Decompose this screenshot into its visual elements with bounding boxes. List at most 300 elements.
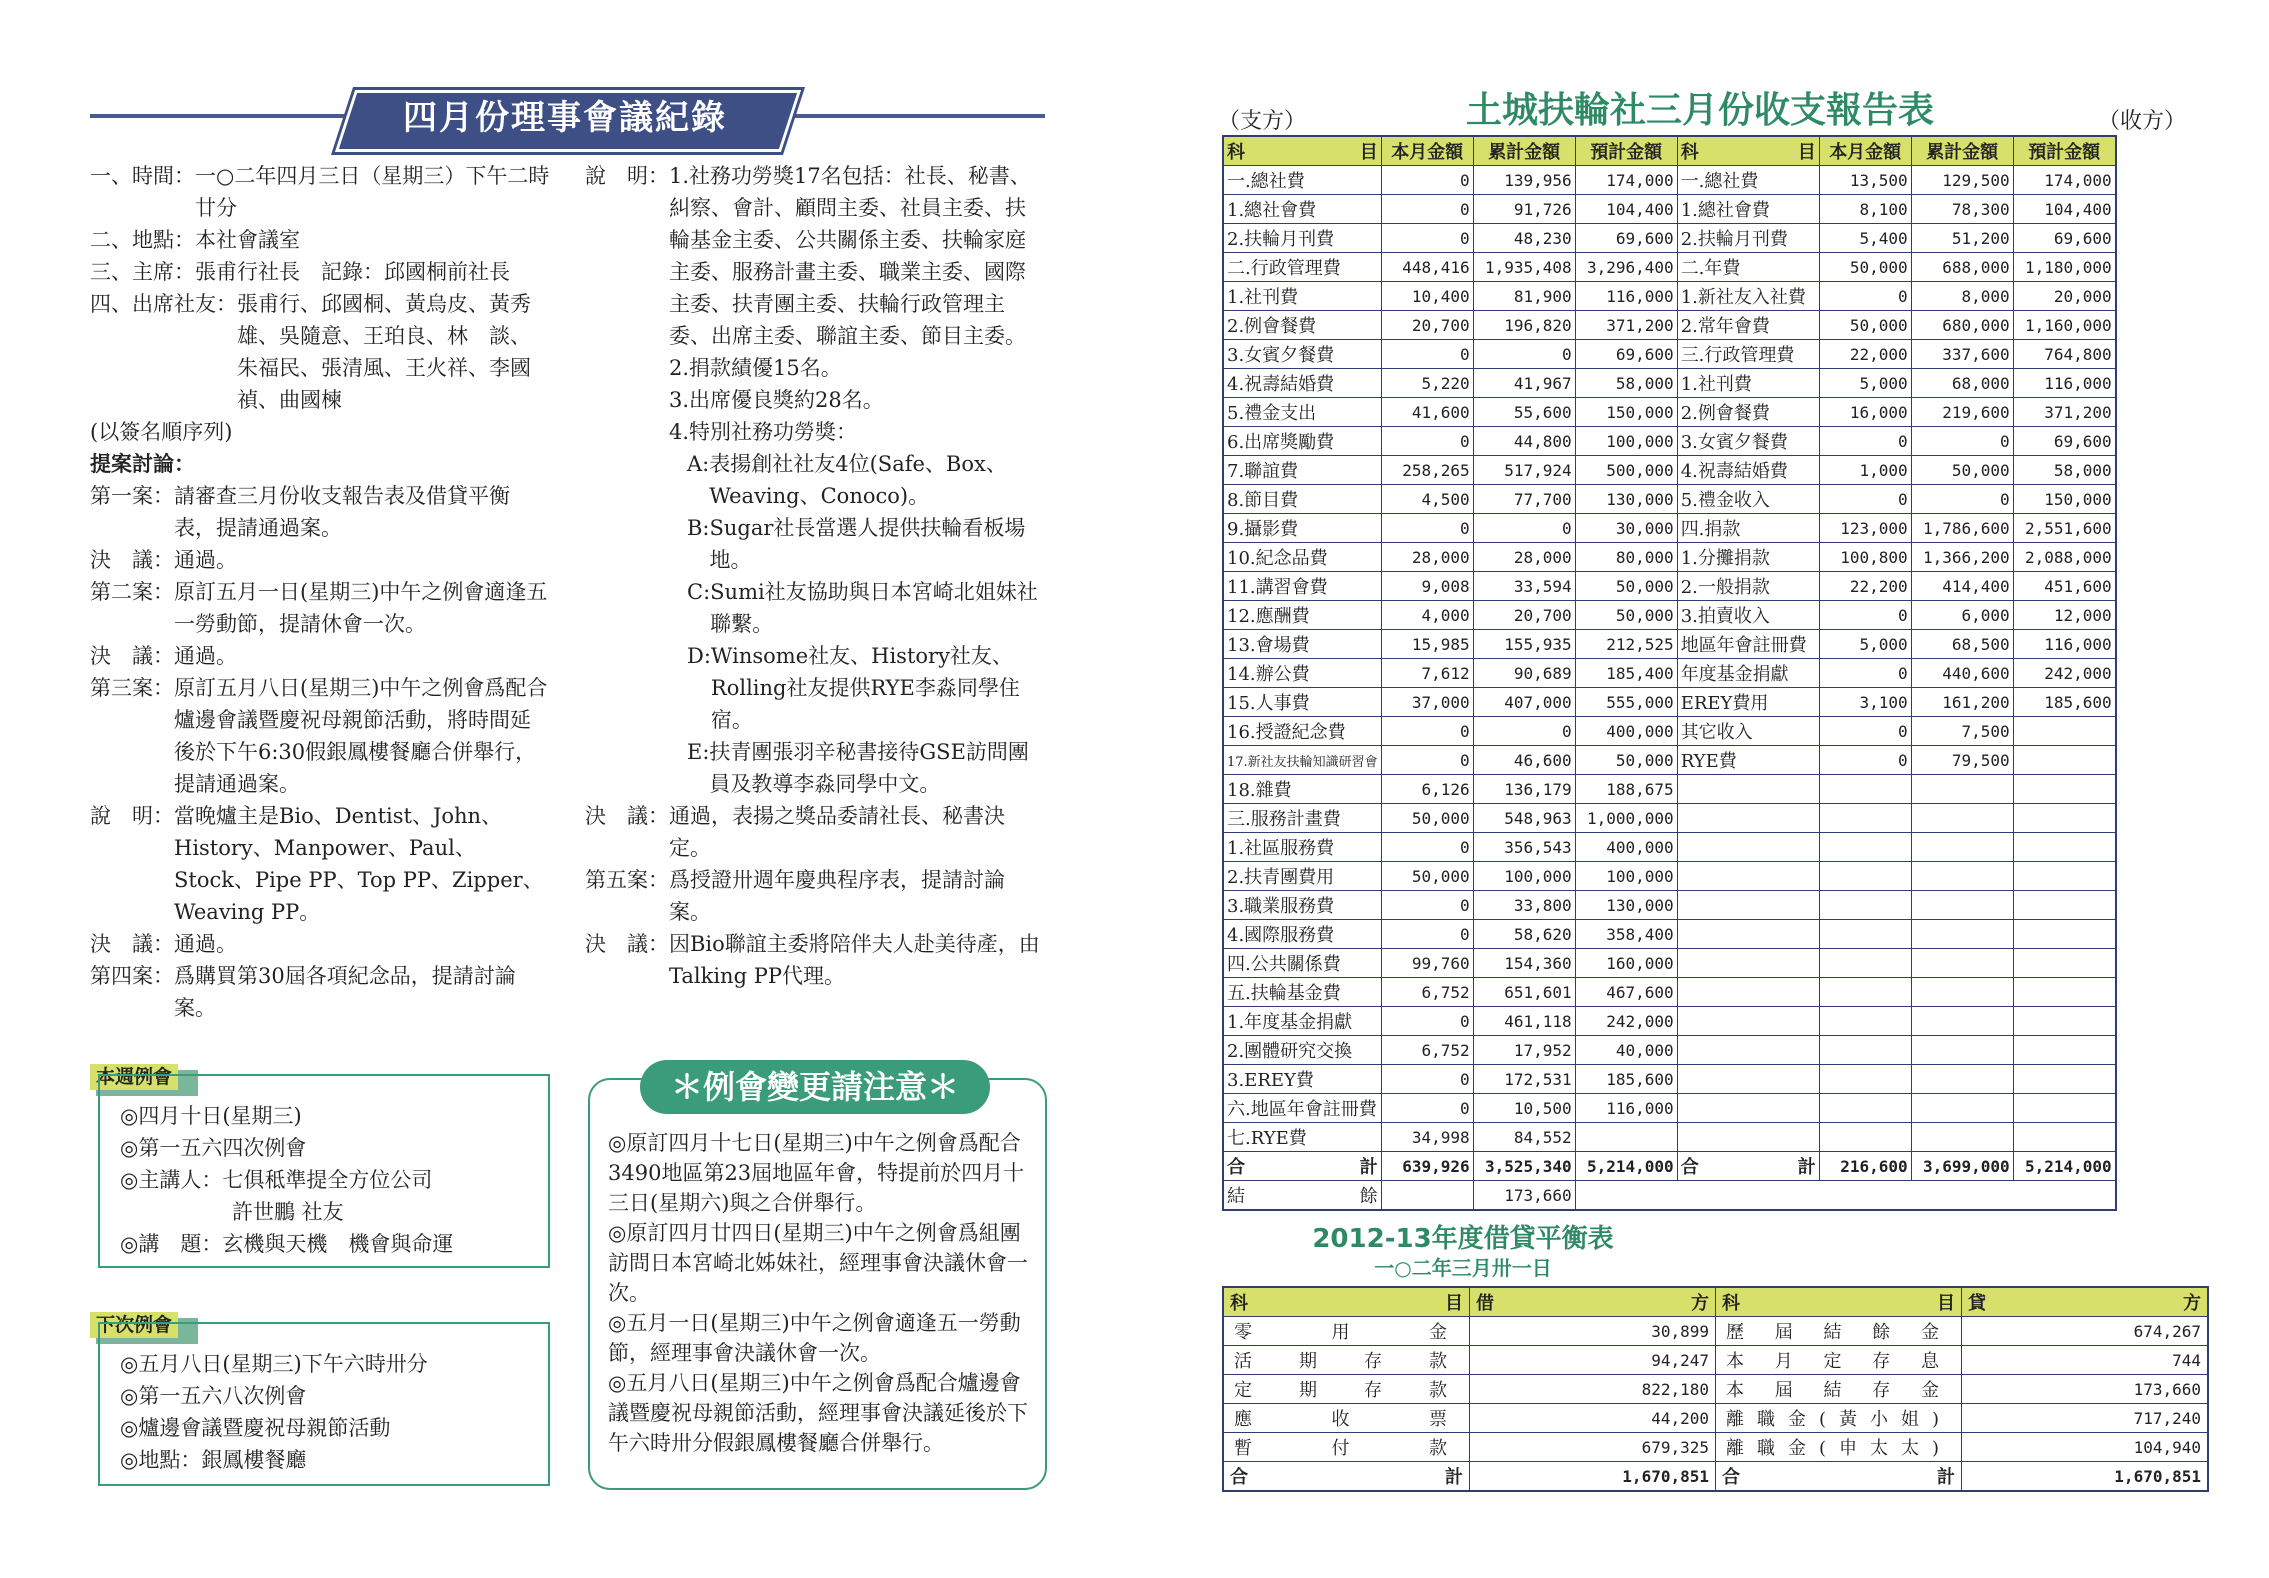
minutes-line-text: 本社會議室 — [195, 228, 300, 252]
credit-item: 本月定存息 — [1716, 1346, 1962, 1375]
expense-item: 3.女賓夕餐費 — [1223, 340, 1381, 369]
balance-sheet-title: 2012-13年度借貸平衡表 — [1312, 1224, 1614, 1254]
minutes-line — [90, 640, 550, 672]
this-week-box — [98, 1074, 550, 1268]
expense-amount: 34,998 — [1381, 1123, 1473, 1152]
debit-amount: 822,180 — [1470, 1375, 1716, 1404]
empty-cell — [1819, 804, 1911, 833]
expense-amount: 81,900 — [1473, 282, 1575, 311]
minutes-line-label: 一、時間： — [90, 164, 195, 188]
income-amount: 0 — [1819, 282, 1911, 311]
empty-cell — [1677, 1123, 1819, 1152]
expense-amount: 6,752 — [1381, 978, 1473, 1007]
award-subitem — [669, 576, 1045, 640]
expense-amount: 130,000 — [1575, 485, 1677, 514]
report-row — [1223, 949, 2116, 978]
next-week-tab: 下次例會 — [90, 1312, 178, 1338]
expense-amount: 30,000 — [1575, 514, 1677, 543]
expense-amount: 84,552 — [1473, 1123, 1575, 1152]
minutes-line-label: 第二案： — [90, 580, 174, 604]
total-label — [1223, 1181, 1381, 1211]
income-amount: 0 — [1819, 717, 1911, 746]
income-amount: 0 — [1911, 485, 2013, 514]
expense-item: 7.聯誼費 — [1223, 456, 1381, 485]
minutes-line-label: 第五案： — [585, 868, 669, 892]
expense-item: 11.講習會費 — [1223, 572, 1381, 601]
report-row — [1223, 282, 2116, 311]
expense-amount: 154,360 — [1473, 949, 1575, 978]
debit-item: 定期存款 — [1223, 1375, 1470, 1404]
expense-amount: 104,400 — [1575, 195, 1677, 224]
income-item: 地區年會註冊費 — [1677, 630, 1819, 659]
empty-cell — [1911, 833, 2013, 862]
income-amount: 116,000 — [2013, 369, 2116, 398]
income-item: 2.例會餐費 — [1677, 398, 1819, 427]
income-total: 216,600 — [1819, 1152, 1911, 1181]
total-label-b: 計 — [1937, 1467, 1955, 1488]
minutes-line — [90, 416, 550, 448]
header-right: 目 — [1937, 1293, 1955, 1314]
minutes-line — [90, 224, 550, 256]
total-label-a: 合 — [1230, 1467, 1248, 1488]
balance-amount: 173,660 — [1473, 1181, 1575, 1211]
empty-cell — [1911, 891, 2013, 920]
report-row — [1223, 311, 2116, 340]
expense-amount: 212,525 — [1575, 630, 1677, 659]
report-row — [1223, 862, 2116, 891]
balance-header-cell — [1223, 1287, 1470, 1317]
expense-item: 10.紀念品費 — [1223, 543, 1381, 572]
minutes-line — [90, 544, 550, 576]
credit-total: 1,670,851 — [1962, 1462, 2209, 1492]
header-left: 借 — [1476, 1293, 1494, 1314]
expense-amount: 0 — [1381, 746, 1473, 775]
minutes-line — [90, 800, 550, 928]
expense-amount: 50,000 — [1575, 572, 1677, 601]
expense-amount: 0 — [1381, 833, 1473, 862]
notice-line: ◎五月八日(星期三)中午之例會爲配合爐邊會議暨慶祝母親節活動，經理事會決議延後於下午六時卅分假銀鳳樓餐廳合併舉行。 — [608, 1371, 1028, 1455]
report-header-cell — [1223, 136, 1381, 166]
total-label-b: 計 — [1797, 1157, 1816, 1178]
income-amount: 22,000 — [1819, 340, 1911, 369]
minutes-line-text: 張甫行、邱國桐、黃烏皮、黃秀雄、吳隨意、王珀良、林 談、朱福民、張清風、王火祥、李國禎、曲國楝 — [237, 292, 531, 412]
expense-amount: 17,952 — [1473, 1036, 1575, 1065]
expense-amount: 0 — [1381, 717, 1473, 746]
income-item: 1.總社會費 — [1677, 195, 1819, 224]
balance-sheet-table — [1222, 1286, 2209, 1492]
balance-header-cell — [1716, 1287, 1962, 1317]
income-item: 2.扶輪月刊費 — [1677, 224, 1819, 253]
award-subitem-label: C: — [687, 580, 711, 604]
credit-amount: 744 — [1962, 1346, 2209, 1375]
income-item: 3.女賓夕餐費 — [1677, 427, 1819, 456]
expense-amount: 55,600 — [1473, 398, 1575, 427]
income-amount: 50,000 — [1819, 253, 1911, 282]
credit-amount: 104,940 — [1962, 1433, 2209, 1462]
expense-item: 17.新社友扶輪知識研習會 — [1223, 746, 1381, 775]
income-amount: 0 — [1819, 427, 1911, 456]
report-row — [1223, 978, 2116, 1007]
expense-item: 1.總社會費 — [1223, 195, 1381, 224]
notice-line: ◎原訂四月廿四日(星期三)中午之例會爲組團訪問日本宮崎北姊妹社，經理事會決議休會一次。 — [608, 1221, 1028, 1305]
debit-item: 活期存款 — [1223, 1346, 1470, 1375]
header-subject: 科 — [1680, 142, 1699, 163]
income-amount: 5,000 — [1819, 369, 1911, 398]
report-row — [1223, 195, 2116, 224]
credit-amount: 674,267 — [1962, 1317, 2209, 1346]
report-row — [1223, 920, 2116, 949]
expense-amount: 185,400 — [1575, 659, 1677, 688]
expense-item: 5.禮金支出 — [1223, 398, 1381, 427]
expense-amount: 467,600 — [1575, 978, 1677, 1007]
income-amount: 2,088,000 — [2013, 543, 2116, 572]
expense-amount: 41,967 — [1473, 369, 1575, 398]
empty-cell — [1911, 949, 2013, 978]
minutes-line-text: 爲授證卅週年慶典程序表，提請討論案。 — [669, 868, 1005, 924]
income-item: 3.拍賣收入 — [1677, 601, 1819, 630]
minutes-line-label: 三、主席： — [90, 260, 195, 284]
income-item: 1.分攤捐款 — [1677, 543, 1819, 572]
expense-amount: 1,935,408 — [1473, 253, 1575, 282]
debit-item: 應收票 — [1223, 1404, 1470, 1433]
income-amount: 6,000 — [1911, 601, 2013, 630]
expense-amount: 9,008 — [1381, 572, 1473, 601]
minutes-line — [90, 448, 550, 480]
empty-cell — [1911, 1094, 2013, 1123]
header-item: 目 — [1797, 142, 1816, 163]
report-row — [1223, 891, 2116, 920]
expense-amount: 555,000 — [1575, 688, 1677, 717]
income-amount: 123,000 — [1819, 514, 1911, 543]
expense-item: 4.祝壽結婚費 — [1223, 369, 1381, 398]
minutes-line-label: 決 議： — [90, 932, 174, 956]
minutes-line — [90, 256, 550, 288]
expense-amount: 150,000 — [1575, 398, 1677, 427]
income-amount: 185,600 — [2013, 688, 2116, 717]
income-side-label: （收方） — [2098, 109, 2187, 134]
balance-row — [1223, 1375, 2208, 1404]
expense-amount: 258,265 — [1381, 456, 1473, 485]
income-item: RYE費 — [1677, 746, 1819, 775]
expense-amount: 172,531 — [1473, 1065, 1575, 1094]
award-subitem — [669, 736, 1045, 800]
income-amount: 680,000 — [1911, 311, 2013, 340]
expense-amount: 50,000 — [1381, 862, 1473, 891]
total-label-a: 合 — [1680, 1157, 1699, 1178]
expense-amount: 48,230 — [1473, 224, 1575, 253]
total-label-b: 計 — [1359, 1157, 1378, 1178]
expense-amount: 40,000 — [1575, 1036, 1677, 1065]
empty-cell — [2013, 1036, 2116, 1065]
income-amount: 0 — [1819, 746, 1911, 775]
income-amount: 0 — [1819, 601, 1911, 630]
report-header-cell: 本月金額 — [1381, 136, 1473, 166]
income-amount: 58,000 — [2013, 456, 2116, 485]
award-subitem-text: Sumi社友協助與日本宮崎北姐妹社聯繫。 — [710, 580, 1038, 636]
empty-cell — [1911, 920, 2013, 949]
expense-amount: 50,000 — [1575, 601, 1677, 630]
expense-item: 15.人事費 — [1223, 688, 1381, 717]
report-total-row — [1223, 1152, 2116, 1181]
income-amount: 0 — [1819, 659, 1911, 688]
award-subitem-text: Sugar社長當選人提供扶輪看板場地。 — [709, 516, 1026, 572]
income-item: 1.新社友入社費 — [1677, 282, 1819, 311]
expense-amount — [1575, 1123, 1677, 1152]
expense-amount: 15,985 — [1381, 630, 1473, 659]
header-left: 貸 — [1968, 1293, 1986, 1314]
minutes-line-text: 當晚爐主是Bio、Dentist、John、History、Manpower、Paul、Stock、Pipe PP、Top PP、Zipper、Weaving PP。 — [174, 804, 544, 924]
empty-cell — [2013, 920, 2116, 949]
expense-item: 16.授證紀念費 — [1223, 717, 1381, 746]
income-amount: 116,000 — [2013, 630, 2116, 659]
award-subitem-text: Winsome社友、History社友、Rolling社友提供RYE李淼同學住宿。 — [710, 644, 1020, 732]
expense-item: 2.扶輪月刊費 — [1223, 224, 1381, 253]
empty-cell — [1677, 833, 1819, 862]
expense-amount: 33,594 — [1473, 572, 1575, 601]
empty-cell — [1677, 775, 1819, 804]
expense-item: 1.年度基金捐獻 — [1223, 1007, 1381, 1036]
expense-item: 6.出席獎勵費 — [1223, 427, 1381, 456]
report-row — [1223, 746, 2116, 775]
minutes-line-label: 決 議： — [585, 804, 669, 828]
expense-item: 1.社刊費 — [1223, 282, 1381, 311]
expense-item: 3.職業服務費 — [1223, 891, 1381, 920]
empty-cell — [1677, 891, 1819, 920]
report-row — [1223, 1036, 2116, 1065]
credit-item: 本屆結存金 — [1716, 1375, 1962, 1404]
expense-item: 1.社區服務費 — [1223, 833, 1381, 862]
empty-cell — [1819, 920, 1911, 949]
empty-cell — [1819, 978, 1911, 1007]
explanation-item: 4.特別社務功勞獎： — [669, 420, 858, 444]
total-label-a: 結 — [1227, 1186, 1245, 1207]
award-subitem — [669, 512, 1045, 576]
expense-amount: 20,700 — [1473, 601, 1575, 630]
expense-amount: 41,600 — [1381, 398, 1473, 427]
report-row — [1223, 1065, 2116, 1094]
expense-amount: 185,600 — [1575, 1065, 1677, 1094]
empty-cell — [1819, 891, 1911, 920]
expense-total: 639,926 — [1381, 1152, 1473, 1181]
expense-amount: 0 — [1381, 166, 1473, 195]
minutes-line-label: 四、出席社友： — [90, 292, 237, 316]
expense-amount: 0 — [1381, 1007, 1473, 1036]
income-amount: 414,400 — [1911, 572, 2013, 601]
report-row — [1223, 659, 2116, 688]
report-row — [1223, 166, 2116, 195]
credit-amount: 173,660 — [1962, 1375, 2209, 1404]
next-week-line: ◎地點：銀鳳樓餐廳 — [120, 1448, 307, 1472]
total-label — [1223, 1462, 1470, 1492]
explanation-items — [669, 160, 1045, 800]
income-amount: 16,000 — [1819, 398, 1911, 427]
empty-cell — [1677, 862, 1819, 891]
expense-item: 七.RYE費 — [1223, 1123, 1381, 1152]
expense-amount: 0 — [1381, 224, 1473, 253]
debit-amount: 44,200 — [1470, 1404, 1716, 1433]
minutes-line-label: 第三案： — [90, 676, 174, 700]
income-amount: 5,400 — [1819, 224, 1911, 253]
income-amount: 0 — [1819, 485, 1911, 514]
minutes-line — [90, 160, 550, 224]
minutes-line-text: 請審查三月份收支報告表及借貸平衡表，提請通過案。 — [174, 484, 510, 540]
income-amount: 1,786,600 — [1911, 514, 2013, 543]
empty-cell — [2013, 978, 2116, 1007]
expense-amount: 400,000 — [1575, 717, 1677, 746]
income-amount: 451,600 — [2013, 572, 2116, 601]
explanation-block — [585, 160, 1045, 800]
expense-amount: 0 — [1381, 195, 1473, 224]
balance-row — [1223, 1404, 2208, 1433]
empty-cell — [2013, 1094, 2116, 1123]
report-row — [1223, 543, 2116, 572]
header-left: 科 — [1230, 1293, 1248, 1314]
report-row — [1223, 253, 2116, 282]
total-label-a: 合 — [1722, 1467, 1740, 1488]
expense-item: 六.地區年會註冊費 — [1223, 1094, 1381, 1123]
expense-amount: 0 — [1473, 514, 1575, 543]
minutes-line-text: 提案討論： — [90, 452, 195, 476]
minutes-line-label: 決 議： — [90, 548, 174, 572]
income-item: 2.一般捐款 — [1677, 572, 1819, 601]
report-row — [1223, 427, 2116, 456]
minutes-line — [90, 288, 550, 416]
this-week-line: ◎講 題：玄機與天機 機會與命運 — [120, 1232, 454, 1256]
explanation-item: 1.社務功勞獎17名包括：社長、秘書、糾察、會計、顧問主委、社員主委、扶輪基金主委、公共關係主委、扶輪家庭主委、服務計畫主委、職業主委、國際主委、扶青團主委、扶輪行政管理主委、出席主委、聯誼主委、節目主委。 — [669, 164, 1031, 348]
income-amount: 150,000 — [2013, 485, 2116, 514]
empty-cell — [1677, 1094, 1819, 1123]
empty-cell — [2013, 891, 2116, 920]
income-item: 1.社刊費 — [1677, 369, 1819, 398]
income-item: 三.行政管理費 — [1677, 340, 1819, 369]
expense-amount: 196,820 — [1473, 311, 1575, 340]
empty-cell — [1819, 862, 1911, 891]
expense-amount: 500,000 — [1575, 456, 1677, 485]
minutes-line-text: 因Bio聯誼主委將陪伴夫人赴美待產，由Talking PP代理。 — [669, 932, 1040, 988]
minutes-line-text: (以簽名順序列) — [90, 420, 233, 444]
income-amount: 69,600 — [2013, 427, 2116, 456]
balance-header-row — [1223, 1287, 2208, 1317]
report-row — [1223, 224, 2116, 253]
expense-item: 二.行政管理費 — [1223, 253, 1381, 282]
empty-cell — [1677, 920, 1819, 949]
empty-cell — [1819, 1007, 1911, 1036]
income-amount: 129,500 — [1911, 166, 2013, 195]
minutes-line — [90, 672, 550, 800]
credit-item: 歷屆結餘金 — [1716, 1317, 1962, 1346]
award-subitem-text: 表揚創社社友4位(Safe、Box、Weaving、Conoco)。 — [709, 452, 1007, 508]
income-amount: 3,100 — [1819, 688, 1911, 717]
expense-amount: 46,600 — [1473, 746, 1575, 775]
header-right: 目 — [1445, 1293, 1463, 1314]
income-amount: 12,000 — [2013, 601, 2116, 630]
total-label — [1716, 1462, 1962, 1492]
expense-item: 13.會場費 — [1223, 630, 1381, 659]
expense-item: 2.扶青團費用 — [1223, 862, 1381, 891]
minutes-line — [585, 928, 1045, 992]
header-left: 科 — [1722, 1293, 1740, 1314]
this-week-tab: 本週例會 — [90, 1064, 178, 1090]
report-row — [1223, 1094, 2116, 1123]
report-header-row — [1223, 136, 2116, 166]
income-amount: 219,600 — [1911, 398, 2013, 427]
report-header-cell: 預計金額 — [1575, 136, 1677, 166]
income-amount: 79,500 — [1911, 746, 2013, 775]
empty-cell — [1819, 1065, 1911, 1094]
empty-cell — [1381, 1181, 1473, 1211]
expense-amount: 242,000 — [1575, 1007, 1677, 1036]
report-header-cell: 累計金額 — [1473, 136, 1575, 166]
expense-item: 9.攝影費 — [1223, 514, 1381, 543]
header-item: 目 — [1359, 142, 1378, 163]
report-header-cell: 本月金額 — [1819, 136, 1911, 166]
income-total: 5,214,000 — [2013, 1152, 2116, 1181]
expense-amount: 139,956 — [1473, 166, 1575, 195]
expense-amount: 77,700 — [1473, 485, 1575, 514]
income-amount: 0 — [1911, 427, 2013, 456]
income-amount: 50,000 — [1911, 456, 2013, 485]
expense-amount: 100,000 — [1575, 862, 1677, 891]
report-row — [1223, 456, 2116, 485]
income-amount: 100,800 — [1819, 543, 1911, 572]
expense-side-label: （支方） — [1218, 109, 1307, 134]
income-amount: 68,000 — [1911, 369, 2013, 398]
minutes-line-label: 說 明： — [90, 804, 174, 828]
debit-amount: 679,325 — [1470, 1433, 1716, 1462]
minutes-line-text: 一○二年四月三日（星期三）下午二時廿分 — [195, 164, 550, 220]
expense-item: 14.辦公費 — [1223, 659, 1381, 688]
empty-cell — [1911, 804, 2013, 833]
empty-cell — [1911, 1036, 2013, 1065]
expense-amount: 6,126 — [1381, 775, 1473, 804]
expense-amount: 0 — [1381, 920, 1473, 949]
report-row — [1223, 601, 2116, 630]
income-item: 2.常年會費 — [1677, 311, 1819, 340]
income-amount: 440,600 — [1911, 659, 2013, 688]
empty-cell — [1911, 862, 2013, 891]
empty-cell — [2013, 1007, 2116, 1036]
income-amount: 688,000 — [1911, 253, 2013, 282]
income-amount: 161,200 — [1911, 688, 2013, 717]
minutes-line — [90, 576, 550, 640]
expense-amount: 33,800 — [1473, 891, 1575, 920]
expense-total: 5,214,000 — [1575, 1152, 1677, 1181]
income-item: 5.禮金收入 — [1677, 485, 1819, 514]
minutes-line — [585, 864, 1045, 928]
expense-item: 3.EREY費 — [1223, 1065, 1381, 1094]
minutes-line-text: 爲購買第30屆各項紀念品，提請討論案。 — [174, 964, 516, 1020]
award-subitem-label: D: — [687, 644, 711, 668]
empty-cell — [1819, 949, 1911, 978]
report-row — [1223, 398, 2116, 427]
expense-amount: 155,935 — [1473, 630, 1575, 659]
expense-amount: 371,200 — [1575, 311, 1677, 340]
income-amount: 51,200 — [1911, 224, 2013, 253]
income-item: 四.捐款 — [1677, 514, 1819, 543]
expense-item: 18.雜費 — [1223, 775, 1381, 804]
empty-cell — [1677, 1036, 1819, 1065]
expense-amount: 356,543 — [1473, 833, 1575, 862]
balance-header-cell — [1470, 1287, 1716, 1317]
expense-item: 2.例會餐費 — [1223, 311, 1381, 340]
minutes-line-label: 第四案： — [90, 964, 174, 988]
expense-amount: 69,600 — [1575, 224, 1677, 253]
expense-amount: 99,760 — [1381, 949, 1473, 978]
expense-amount: 136,179 — [1473, 775, 1575, 804]
empty-cell — [1677, 949, 1819, 978]
explanation-item: 2.捐款績優15名。 — [669, 356, 842, 380]
expense-amount: 0 — [1381, 340, 1473, 369]
